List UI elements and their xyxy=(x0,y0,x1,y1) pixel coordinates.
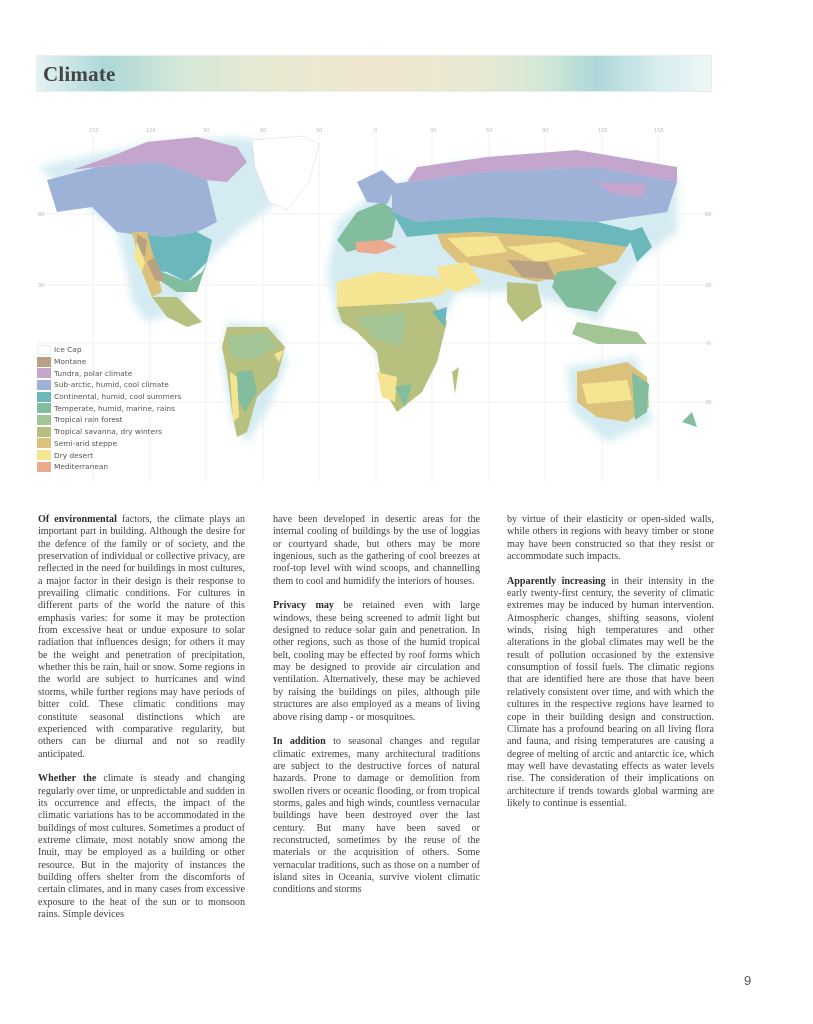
svg-text:150: 150 xyxy=(89,128,99,134)
paragraph-lead: Whether the xyxy=(38,773,97,785)
page-number: 9 xyxy=(744,973,752,988)
paragraph-text: factors, the climate plays an important part in building. Although the desire for the defence of the family or of society, and the preservation of individual or collective privacy, are reflected in the need for buildings in most cultures, a major factor in their design is their response to prevailing climatic conditions. For cultures in different parts of the world the nature of this emphasis varies: for some it may be protection from excessive heat or undue exposure to solar radiation that influences design; for others it may be the weight and penetration of precipitation, whether this be rain, hail or snow. Some regions in the world are subject to hurricanes and wind storms, while further regions may have periods of bitter cold. These climatic conditions may constitute seasonal distinctions which are experienced with comparative regularity, but others can be diurnal and not so readily anticipated. xyxy=(38,514,245,760)
paragraph xyxy=(273,736,480,896)
svg-text:60: 60 xyxy=(260,128,267,134)
paragraph-text: have been developed in desertic areas for the internal cooling of buildings by the use of loggias or courtyard shade, but others may be more ingenious, such as the gathering of cool breezes at roof-top level with wind scoops, and channelling them to cool and humidify the interiors of houses. xyxy=(273,514,480,587)
legend-label: Semi-arid steppe xyxy=(54,438,118,448)
text-column-1 xyxy=(38,514,245,934)
paragraph-lead: In addition xyxy=(273,736,326,748)
legend-item-sub-arctic xyxy=(37,379,227,391)
svg-text:30: 30 xyxy=(705,283,712,289)
legend-item-dry-desert xyxy=(37,449,227,461)
svg-text:0: 0 xyxy=(707,341,711,347)
svg-text:30: 30 xyxy=(705,400,712,406)
map-legend xyxy=(37,344,227,473)
swatch-icon xyxy=(37,357,51,367)
paragraph-text: climate is steady and changing regularly over time, or unpredictable and sudden in its occurrence and effects, the impact of the climatic variations has to be accommodated in the buildings of most cultures. Sometimes a product of extreme climate, most notably snow among the Inuit, may be employed as a building or other resource. But in the majority of instances the building offers shelter from the discomforts of certain climates, and in many cases from excessive exposure to the heat of the sun or to monsoon rains. Simple devices xyxy=(38,773,246,920)
svg-text:60: 60 xyxy=(705,212,712,218)
paragraph-text: in their intensity in the early twenty-first century, the severity of climatic extremes may be induced by human intervention. Atmospheric changes, shifting seasons, violent winds, rising high temperatures and other alterations in the global climates may well be the result of pollution occasioned by the extensive consumption of fossil fuels. The climatic regions that are identified here are those that have been relatively consistent over time, and with which the cultures in the respective regions have learned to cope in their building design and construction. Climate has a profound bearing on all living flora and fauna, and rising temperatures are causing a degree of melting of arctic and antarctic ice, which may well have devastating effects as water levels rise. The consideration of their implications on architecture if trends towards global warming are likely to continue is essential. xyxy=(507,575,714,809)
page-title: Climate xyxy=(43,62,116,86)
legend-item-tundra xyxy=(37,367,227,379)
swatch-icon xyxy=(37,403,51,413)
text-column-2 xyxy=(273,514,480,909)
legend-item-continental xyxy=(37,391,227,403)
legend-item-tropical-rain-forest xyxy=(37,414,227,426)
legend-item-temperate xyxy=(37,402,227,414)
svg-text:60: 60 xyxy=(486,128,493,134)
swatch-icon xyxy=(37,368,51,378)
legend-label: Tropical rain forest xyxy=(54,415,123,425)
legend-item-tropical-savanna xyxy=(37,426,227,438)
legend-item-montane xyxy=(37,356,227,368)
svg-text:90: 90 xyxy=(542,128,549,134)
swatch-icon xyxy=(37,438,51,448)
svg-text:60: 60 xyxy=(38,212,45,218)
svg-text:90: 90 xyxy=(203,128,210,134)
svg-text:30: 30 xyxy=(430,128,437,134)
paragraph-lead: Of environmental xyxy=(38,514,117,525)
swatch-icon xyxy=(37,427,51,437)
legend-label: Temperate, humid, marine, rains xyxy=(54,403,175,413)
swatch-icon xyxy=(37,415,51,425)
swatch-icon xyxy=(37,462,51,472)
text-column-3 xyxy=(507,514,714,823)
legend-label: Sub-arctic, humid, cool climate xyxy=(54,380,169,390)
legend-item-ice-cap xyxy=(37,344,227,356)
svg-text:0: 0 xyxy=(374,128,378,134)
section-title-bar xyxy=(36,55,712,92)
longitude-labels xyxy=(89,128,664,134)
legend-label: Continental, humid, cool summers xyxy=(54,392,182,402)
swatch-icon xyxy=(37,392,51,402)
paragraph-text: to seasonal changes and regular climatic extremes, many architectural traditions are subject to the destructive forces of natural hazards. Prone to damage or demolition from swollen rivers or oceanic flooding, or from tropical storms, gales and high winds, countless vernacular buildings have been destroyed over the last century. But many have been saved or reconstructed, sometimes by the reuse of the materials or the acquisition of others. Some vernacular traditions, such as those on a number of island sites in Oceania, survive violent climatic conditions and storms xyxy=(273,736,480,896)
legend-label: Mediterranean xyxy=(54,462,109,472)
svg-text:30: 30 xyxy=(38,283,45,289)
legend-label: Dry desert xyxy=(54,450,94,460)
svg-text:30: 30 xyxy=(316,128,323,134)
paragraph xyxy=(273,514,480,588)
legend-label: Montane xyxy=(54,357,87,367)
svg-text:120: 120 xyxy=(598,128,608,134)
legend-label: Tundra, polar climate xyxy=(54,368,133,378)
paragraph xyxy=(38,773,245,921)
svg-text:120: 120 xyxy=(146,128,156,134)
paragraph-text: be retained even with large windows, these being screened to admit light but designed to reduce solar gain and penetration. In other regions, such as those of the humid tropical belt, cooling may be effected by roof forms which may be designed to provide air circulation and ventilation. Alternatively, these may be achieved by raising the buildings on piles, although pile structures are also employed as a means of living above rising damp - or mosquitoes. xyxy=(273,600,480,723)
legend-label: Ice Cap xyxy=(54,345,82,355)
paragraph-lead: Privacy may xyxy=(273,600,334,612)
paragraph xyxy=(507,576,714,811)
swatch-icon xyxy=(37,345,51,355)
paragraph xyxy=(273,600,480,723)
swatch-icon xyxy=(37,450,51,460)
legend-label: Tropical savanna, dry winters xyxy=(54,427,163,437)
paragraph xyxy=(38,514,245,761)
legend-item-mediterranean xyxy=(37,461,227,473)
legend-item-semi-arid-steppe xyxy=(37,438,227,450)
paragraph-text: by virtue of their elasticity or open-sided walls, while others in regions with heavy timber or stone may have been constructed so that they resist or accommodate such impacts. xyxy=(507,514,714,563)
svg-text:150: 150 xyxy=(654,128,664,134)
paragraph-lead: Apparently increasing xyxy=(507,575,606,587)
swatch-icon xyxy=(37,380,51,390)
paragraph xyxy=(507,514,714,563)
body-text xyxy=(38,514,714,934)
